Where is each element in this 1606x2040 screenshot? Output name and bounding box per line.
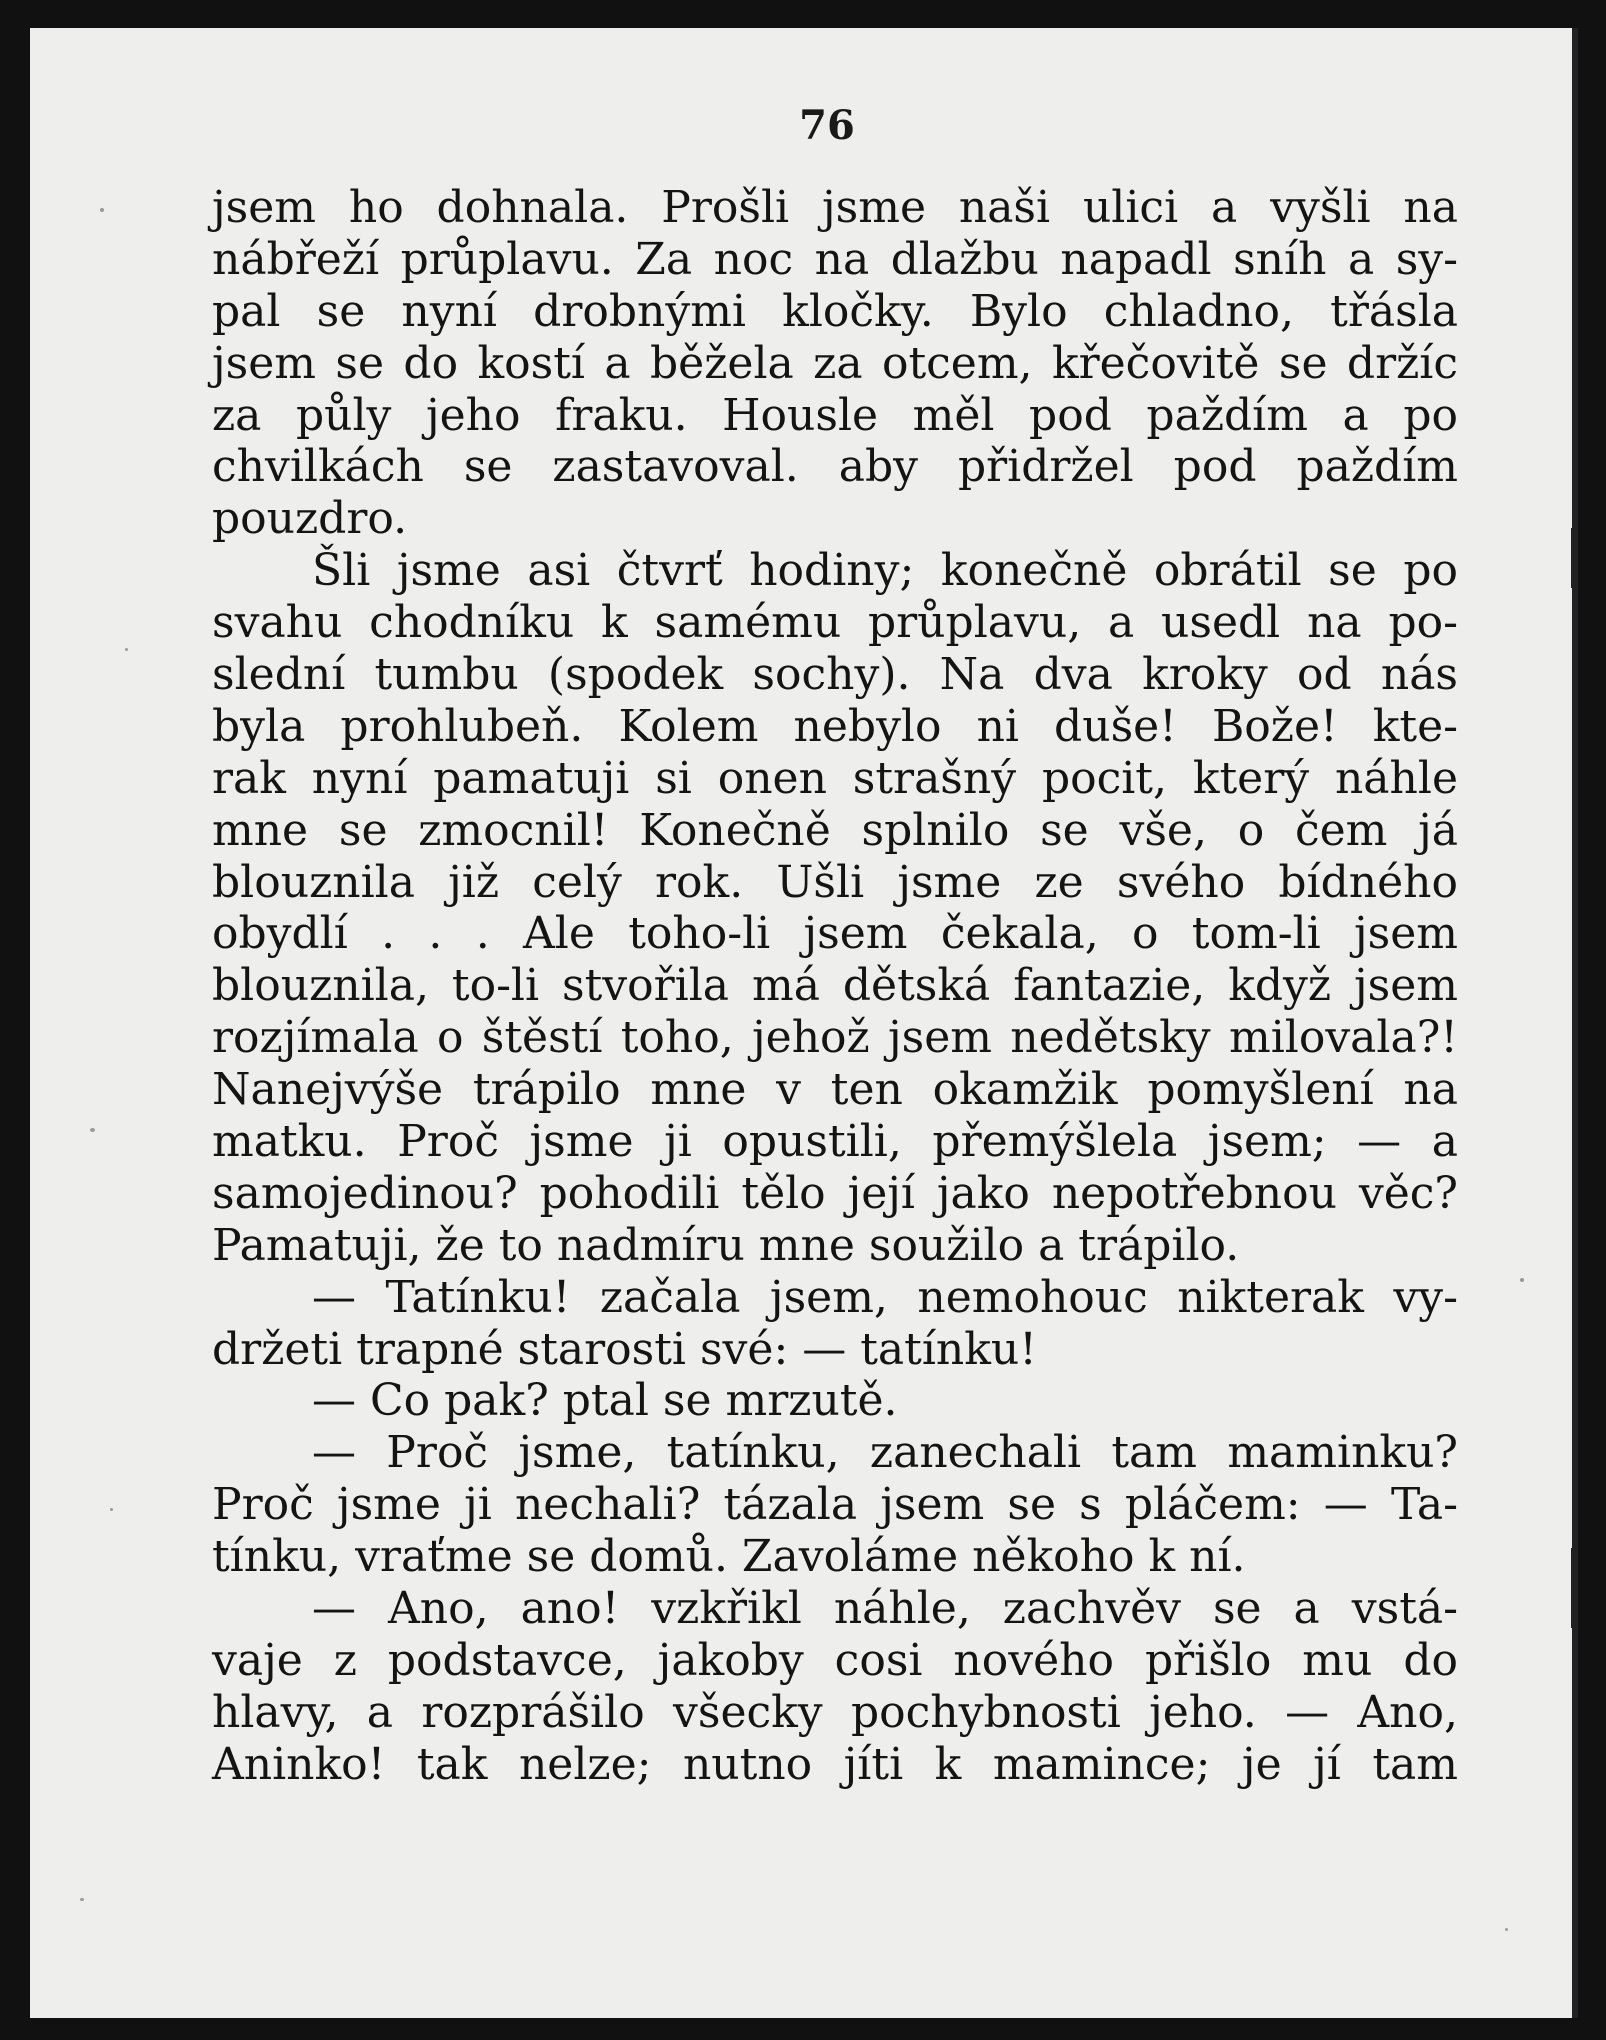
scan-speck [1505, 1928, 1508, 1931]
scan-speck [100, 208, 104, 212]
text-line: Šli jsme asi čtvrť hodiny; konečně obrátil se po [312, 545, 1458, 597]
scan-speck [110, 1508, 113, 1511]
text-line: Pamatuji, že to nadmíru mne soužilo a trápilo. [212, 1219, 1240, 1271]
text-line: blouznila již celý rok. Ušli jsme ze svého bídného [212, 856, 1458, 908]
text-line: Proč jsme ji nechali? tázala jsem se s pláčem: — Ta- [212, 1479, 1458, 1531]
text-line: — Proč jsme, tatínku, zanechali tam maminku? [312, 1427, 1458, 1479]
text-line: hlavy, a rozprášilo všecky pochybnosti jeho. — Ano, [212, 1686, 1458, 1738]
text-line: rak nyní pamatuji si onen strašný pocit, který náhle [212, 752, 1458, 804]
page-edge-mark [1571, 528, 1576, 588]
book-page [30, 28, 1578, 2018]
text-line: vaje z podstavce, jakoby cosi nového přišlo mu do [212, 1634, 1458, 1686]
text-line: pal se nyní drobnými kločky. Bylo chladno, třásla [212, 285, 1458, 337]
text-line: slední tumbu (spodek sochy). Na dva kroky od nás [212, 649, 1458, 701]
text-line: za půly jeho fraku. Housle měl pod paždím a po [212, 389, 1458, 441]
text-line: chvilkách se zastavoval. aby přidržel pod paždím [212, 441, 1458, 493]
text-line: — Co pak? ptal se mrzutě. [312, 1375, 898, 1427]
text-line: — Tatínku! začala jsem, nemohouc nikterak vy- [312, 1271, 1458, 1323]
text-line: — Ano, ano! vzkřikl náhle, zachvěv se a vstá- [312, 1583, 1458, 1635]
scan-speck [125, 648, 128, 651]
text-line: byla prohlubeň. Kolem nebylo ni duše! Bože! kte- [212, 700, 1458, 752]
scan-speck [90, 1128, 95, 1132]
page-text [212, 182, 1458, 1791]
text-line: jsem se do kostí a běžela za otcem, křečovitě se držíc [212, 337, 1458, 389]
text-line: držeti trapné starosti své: — tatínku! [212, 1323, 1037, 1375]
page-number: 76 [799, 102, 855, 149]
text-line: svahu chodníku k samému průplavu, a usedl na po- [212, 597, 1458, 649]
text-line: blouznila, to-li stvořila má dětská fantazie, když jsem [212, 960, 1458, 1012]
scan-speck [80, 1898, 84, 1901]
text-line: obydlí . . . Ale toho-li jsem čekala, o tom-li jsem [212, 908, 1458, 960]
text-line: jsem ho dohnala. Prošli jsme naši ulici a vyšli na [212, 182, 1458, 233]
text-line: pouzdro. [212, 493, 408, 545]
text-line: Aninko! tak nelze; nutno jíti k mamince; je jí tam [212, 1738, 1458, 1790]
text-line: samojedinou? pohodili tělo její jako nepotřebnou věc? [212, 1167, 1458, 1219]
text-line: matku. Proč jsme ji opustili, přemýšlela jsem; — a [212, 1116, 1458, 1168]
page-edge-mark [1571, 1548, 1576, 1628]
text-line: rozjímala o štěstí toho, jehož jsem nedětsky milovala?! [212, 1012, 1458, 1064]
scan-speck [1520, 1278, 1524, 1282]
text-line: Nanejvýše trápilo mne v ten okamžik pomyšlení na [212, 1064, 1458, 1116]
text-line: nábřeží průplavu. Za noc na dlažbu napadl sníh a sy- [212, 233, 1458, 285]
text-line: mne se zmocnil! Konečně splnilo se vše, o čem já [212, 804, 1458, 856]
text-line: tínku, vraťme se domů. Zavoláme někoho k ní. [212, 1531, 1246, 1583]
